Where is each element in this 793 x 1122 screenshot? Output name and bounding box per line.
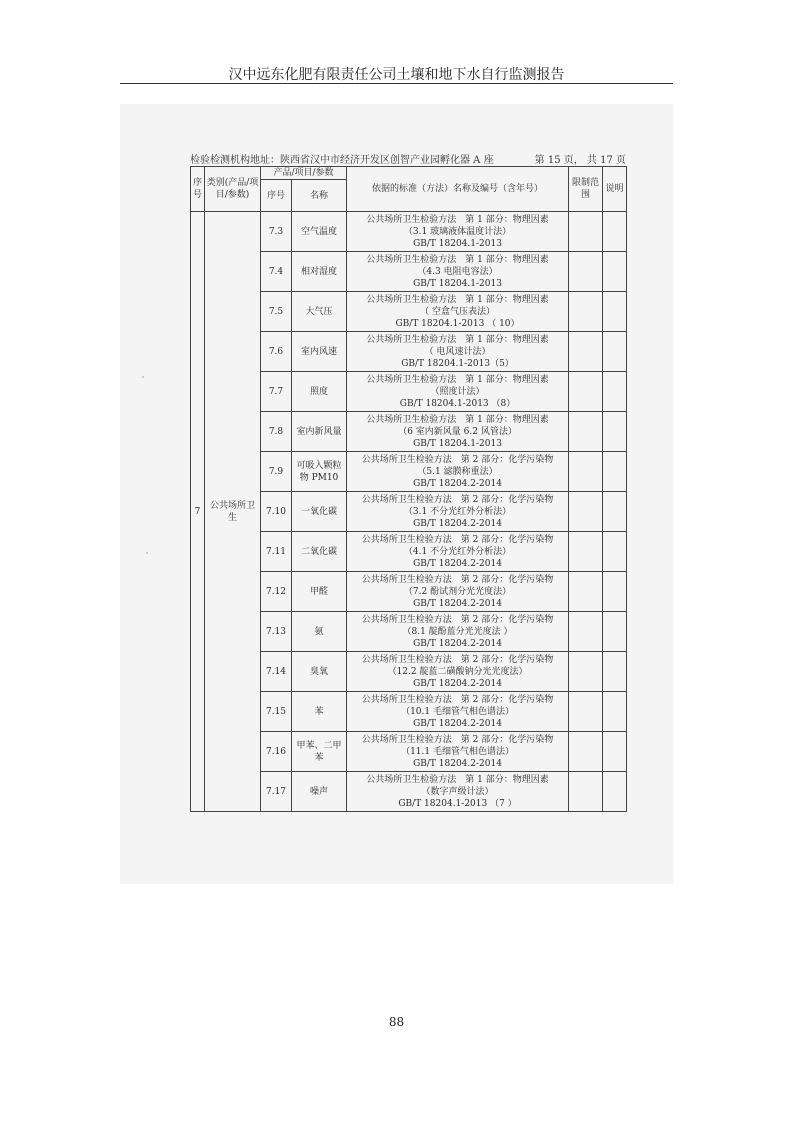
standard-line: 公共场所卫生检验方法 第 1 部分：物理因素 <box>366 334 549 345</box>
standard-cell <box>347 332 569 372</box>
item-number-cell: 7.10 <box>261 492 292 532</box>
standard-line: （3.1 玻璃液体温度计法） <box>403 226 512 237</box>
note-cell <box>603 332 627 372</box>
item-name-cell: 臭氧 <box>292 652 347 692</box>
note-cell <box>603 252 627 292</box>
group-seq-cell: 7 <box>191 212 205 812</box>
standard-line: GB/T 18204.2-2014 <box>413 718 502 729</box>
standard-line: （4.1 不分光红外分析法） <box>403 546 512 557</box>
standard-line: 公共场所卫生检验方法 第 1 部分：物理因素 <box>366 414 549 425</box>
standard-line: GB/T 18204.1-2013 （7 ） <box>398 798 517 809</box>
item-name-cell: 甲醛 <box>292 572 347 612</box>
standard-cell <box>347 532 569 572</box>
standard-line: GB/T 18204.1-2013 <box>413 278 502 289</box>
item-number-cell: 7.9 <box>261 452 292 492</box>
standard-line: （4.3 电阻电容法） <box>417 266 498 277</box>
standard-cell <box>347 212 569 252</box>
standard-line: （照度计法） <box>430 386 485 397</box>
standard-cell <box>347 772 569 812</box>
item-name-cell: 甲苯、二甲苯 <box>292 732 347 772</box>
standard-line: 公共场所卫生检验方法 第 2 部分：化学污染物 <box>361 454 554 465</box>
limit-cell <box>569 372 603 412</box>
note-cell <box>603 532 627 572</box>
header-standard: 依据的标准（方法）名称及编号（含年号） <box>347 167 569 212</box>
note-cell <box>603 372 627 412</box>
standard-cell <box>347 652 569 692</box>
note-cell <box>603 212 627 252</box>
note-cell <box>603 652 627 692</box>
standard-cell <box>347 452 569 492</box>
standard-cell <box>347 252 569 292</box>
standard-cell <box>347 732 569 772</box>
standard-line: 公共场所卫生检验方法 第 1 部分：物理因素 <box>366 774 549 785</box>
standard-cell <box>347 612 569 652</box>
standard-cell <box>347 372 569 412</box>
item-number-cell: 7.12 <box>261 572 292 612</box>
limit-cell <box>569 332 603 372</box>
standard-line: GB/T 18204.2-2014 <box>413 518 502 529</box>
item-name-cell: 一氧化碳 <box>292 492 347 532</box>
item-number-cell: 7.4 <box>261 252 292 292</box>
limit-cell <box>569 452 603 492</box>
header-name: 名称 <box>292 180 347 212</box>
item-number-cell: 7.6 <box>261 332 292 372</box>
limit-cell <box>569 572 603 612</box>
header-rule <box>120 83 673 84</box>
header-seq: 序号 <box>191 167 205 212</box>
item-name-cell: 可吸入颗粒物 PM10 <box>292 452 347 492</box>
standard-line: （ 电风速计法） <box>424 346 491 357</box>
item-number-cell: 7.11 <box>261 532 292 572</box>
standard-line: （10.1 毛细管气相色谱法） <box>401 706 514 717</box>
limit-cell <box>569 532 603 572</box>
standard-line: （11.1 毛细管气相色谱法） <box>401 746 514 757</box>
standard-cell <box>347 412 569 452</box>
limit-cell <box>569 292 603 332</box>
limit-cell <box>569 732 603 772</box>
standard-line: GB/T 18204.2-2014 <box>413 678 502 689</box>
standard-line: 公共场所卫生检验方法 第 2 部分：化学污染物 <box>361 654 554 665</box>
item-number-cell: 7.15 <box>261 692 292 732</box>
standard-line: 公共场所卫生检验方法 第 2 部分：化学污染物 <box>361 694 554 705</box>
header-group: 产品/项目/参数 <box>261 167 347 180</box>
standard-line: 公共场所卫生检验方法 第 2 部分：化学污染物 <box>361 734 554 745</box>
item-name-cell: 噪声 <box>292 772 347 812</box>
item-number-cell: 7.16 <box>261 732 292 772</box>
report-title: 汉中远东化肥有限责任公司土壤和地下水自行监测报告 <box>228 67 565 83</box>
standard-line: （数字声级计法） <box>421 786 494 797</box>
item-name-cell: 苯 <box>292 692 347 732</box>
note-cell <box>603 572 627 612</box>
item-number-cell: 7.14 <box>261 652 292 692</box>
standard-line: GB/T 18204.2-2014 <box>413 598 502 609</box>
item-number-cell: 7.5 <box>261 292 292 332</box>
header-note: 说明 <box>603 167 627 212</box>
note-cell <box>603 292 627 332</box>
item-name-cell: 大气压 <box>292 292 347 332</box>
note-cell <box>603 692 627 732</box>
standard-line: GB/T 18204.1-2013（5） <box>401 358 514 369</box>
limit-cell <box>569 412 603 452</box>
standard-line: GB/T 18204.2-2014 <box>413 558 502 569</box>
standard-line: GB/T 18204.1-2013 <box>413 438 502 449</box>
category-cell: 公共场所卫生 <box>205 212 261 812</box>
standard-cell <box>347 692 569 732</box>
standard-line: GB/T 18204.1-2013 （8） <box>399 398 516 409</box>
standard-line: 公共场所卫生检验方法 第 2 部分：化学污染物 <box>361 494 554 505</box>
limit-cell <box>569 612 603 652</box>
table-row <box>191 212 627 252</box>
scope-table <box>190 166 627 812</box>
standard-line: 公共场所卫生检验方法 第 1 部分：物理因素 <box>366 214 549 225</box>
standard-line: GB/T 18204.2-2014 <box>413 758 502 769</box>
standard-line: GB/T 18204.1-2013 （ 10） <box>395 318 520 329</box>
header-limit: 限制范围 <box>569 167 603 212</box>
note-cell <box>603 412 627 452</box>
scan-info-bar <box>190 151 626 165</box>
item-name-cell: 相对湿度 <box>292 252 347 292</box>
item-number-cell: 7.17 <box>261 772 292 812</box>
standard-line: GB/T 18204.2-2014 <box>413 478 502 489</box>
standard-line: （ 空盒气压表法） <box>420 306 495 317</box>
standard-line: GB/T 18204.2-2014 <box>413 638 502 649</box>
limit-cell <box>569 772 603 812</box>
standard-line: 公共场所卫生检验方法 第 2 部分：化学污染物 <box>361 534 554 545</box>
item-name-cell: 二氧化碳 <box>292 532 347 572</box>
standard-cell <box>347 292 569 332</box>
item-number-cell: 7.13 <box>261 612 292 652</box>
page-info: 第 15 页， 共 17 页 <box>534 155 626 166</box>
item-number-cell: 7.3 <box>261 212 292 252</box>
item-name-cell: 室内风速 <box>292 332 347 372</box>
header-category: 类别(产品/项目/参数) <box>205 167 261 212</box>
note-cell <box>603 772 627 812</box>
note-cell <box>603 492 627 532</box>
standard-cell <box>347 572 569 612</box>
item-name-cell: 空气温度 <box>292 212 347 252</box>
standard-line: 公共场所卫生检验方法 第 2 部分：化学污染物 <box>361 614 554 625</box>
limit-cell <box>569 212 603 252</box>
header-sub-seq: 序号 <box>261 180 292 212</box>
standard-line: （5.1 滤膜称重法） <box>417 466 498 477</box>
item-number-cell: 7.7 <box>261 372 292 412</box>
limit-cell <box>569 692 603 732</box>
table-body <box>191 212 627 812</box>
item-name-cell: 氨 <box>292 612 347 652</box>
note-cell <box>603 612 627 652</box>
institution-address: 检验检测机构地址：陕西省汉中市经济开发区创智产业园孵化器 A 座 <box>190 155 494 166</box>
standard-line: （12.2 靛蓝二磺酸钠分光光度法） <box>387 666 528 677</box>
standard-line: GB/T 18204.1-2013 <box>413 238 502 249</box>
standard-line: （6 室内新风量 6.2 风管法） <box>398 426 517 437</box>
standard-line: 公共场所卫生检验方法 第 1 部分：物理因素 <box>366 374 549 385</box>
page-number: 88 <box>388 1015 405 1029</box>
item-name-cell: 照度 <box>292 372 347 412</box>
limit-cell <box>569 252 603 292</box>
standard-line: 公共场所卫生检验方法 第 1 部分：物理因素 <box>366 294 549 305</box>
item-number-cell: 7.8 <box>261 412 292 452</box>
standard-cell <box>347 492 569 532</box>
limit-cell <box>569 652 603 692</box>
standard-line: 公共场所卫生检验方法 第 1 部分：物理因素 <box>366 254 549 265</box>
item-name-cell: 室内新风量 <box>292 412 347 452</box>
scan-speck <box>142 376 144 378</box>
note-cell <box>603 732 627 772</box>
standard-line: （3.1 不分光红外分析法） <box>403 506 512 517</box>
limit-cell <box>569 492 603 532</box>
standard-line: 公共场所卫生检验方法 第 2 部分：化学污染物 <box>361 574 554 585</box>
note-cell <box>603 452 627 492</box>
standard-line: （8.1 靛酚蓝分光光度法 ） <box>402 626 513 637</box>
standard-line: （7.2 酚试剂分光光度法） <box>403 586 512 597</box>
scan-speck <box>146 552 148 554</box>
